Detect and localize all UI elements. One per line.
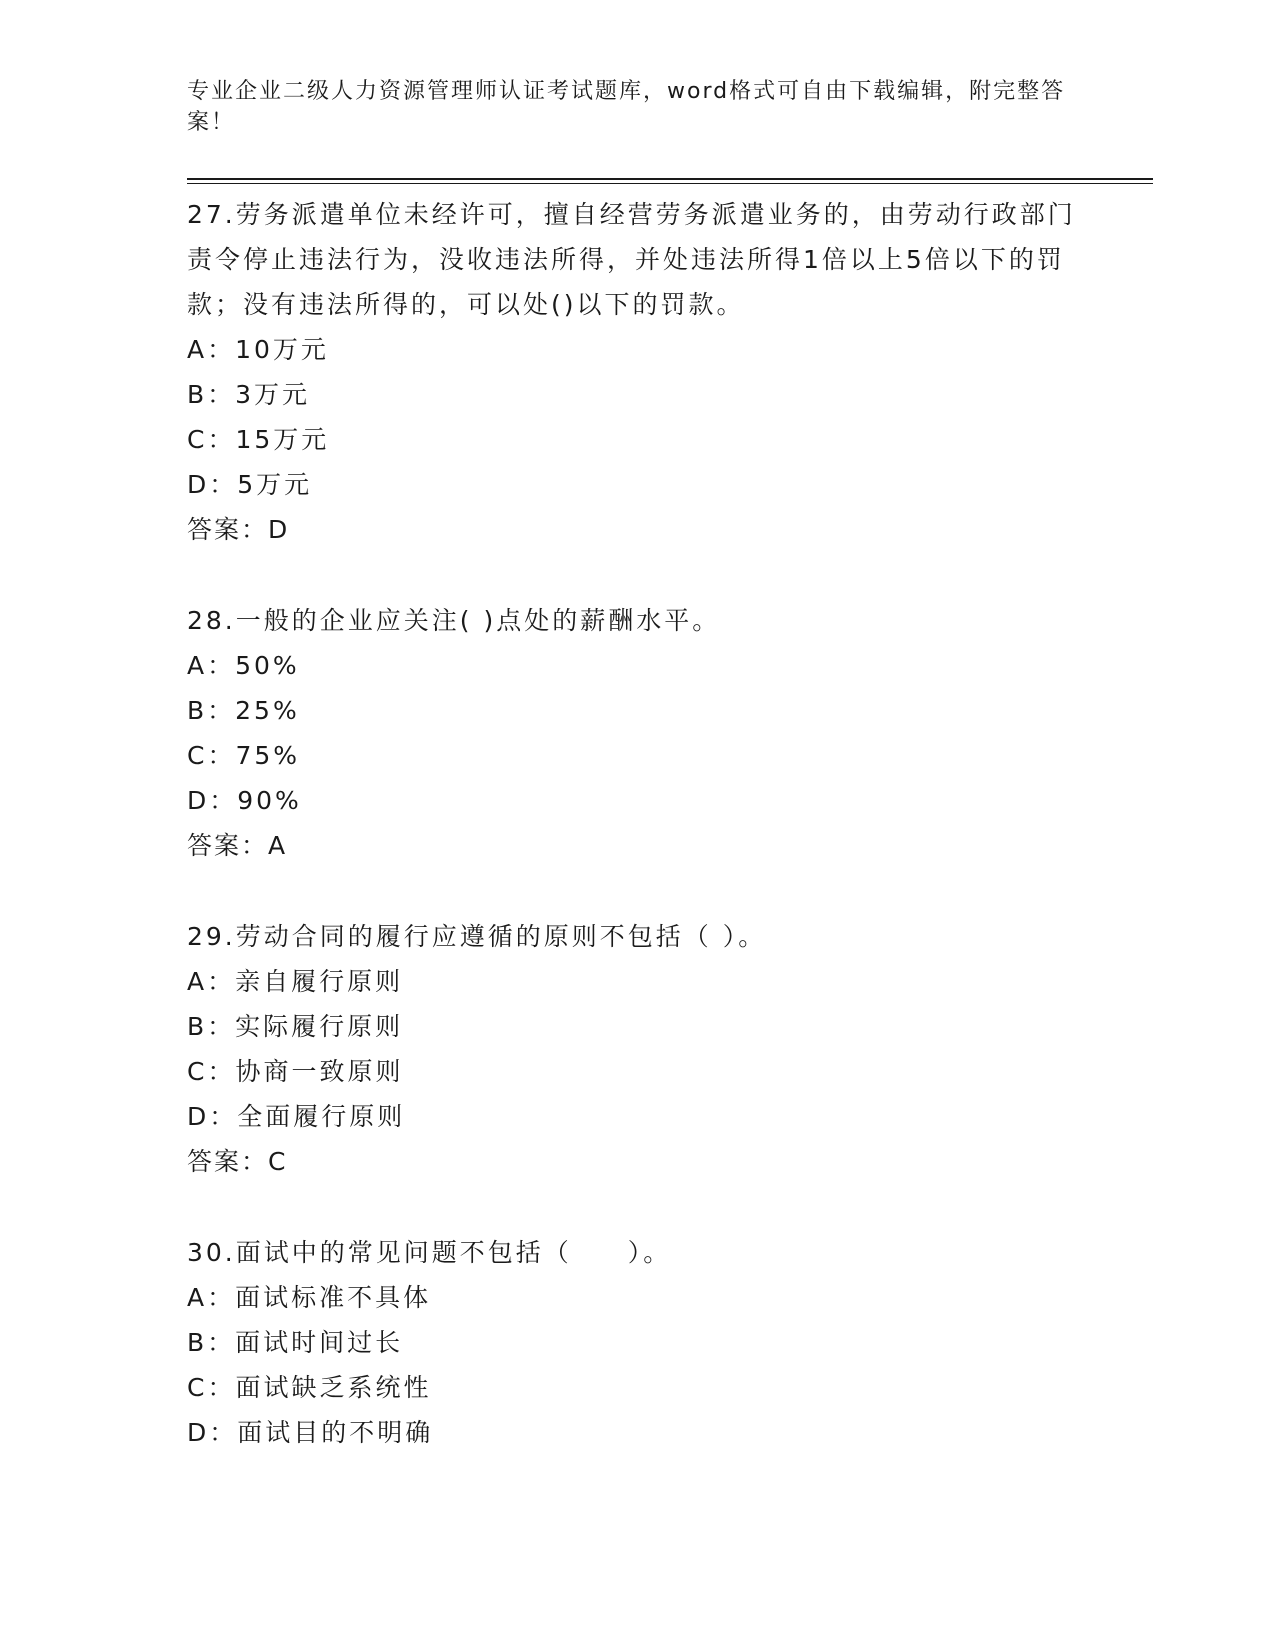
option-b: B：25%: [187, 696, 300, 725]
answer: 答案：C: [187, 1147, 288, 1176]
header-rule-thin: [187, 183, 1153, 184]
question-list: [187, 192, 1087, 1455]
question-stem: 29.劳动合同的履行应遵循的原则不包括（ ）。: [187, 922, 767, 951]
option-a: A：亲自履行原则: [187, 967, 404, 996]
question-28: [187, 598, 1087, 868]
question-spacer: [187, 868, 1087, 914]
question-29: [187, 914, 1087, 1184]
header-rule-thick: [187, 178, 1153, 180]
option-a: A：10万元: [187, 335, 329, 364]
option-c: C：75%: [187, 741, 301, 770]
option-b: B：3万元: [187, 380, 311, 409]
document-header: 专业企业二级人力资源管理师认证考试题库，word格式可自由下载编辑，附完整答案！: [187, 79, 1066, 135]
option-c: C：面试缺乏系统性: [187, 1373, 432, 1402]
option-d: D：全面履行原则: [187, 1102, 406, 1131]
option-a: A：面试标准不具体: [187, 1283, 432, 1312]
option-c: C：协商一致原则: [187, 1057, 404, 1086]
option-d: D：面试目的不明确: [187, 1418, 434, 1447]
question-stem: 28.一般的企业应关注( )点处的薪酬水平。: [187, 606, 721, 635]
option-d: D：90%: [187, 786, 302, 815]
question-27: [187, 192, 1087, 552]
question-stem: 30.面试中的常见问题不包括（ ）。: [187, 1238, 672, 1267]
question-stem: 27.劳务派遣单位未经许可，擅自经营劳务派遣业务的，由劳动行政部门责令停止违法行为，没收违法所得，并处违法所得1倍以上5倍以下的罚款；没有违法所得的，可以处()以下的罚款。: [187, 200, 1076, 319]
option-b: B：面试时间过长: [187, 1328, 404, 1357]
question-spacer: [187, 1184, 1087, 1230]
option-a: A：50%: [187, 651, 300, 680]
option-d: D：5万元: [187, 470, 313, 499]
option-c: C：15万元: [187, 425, 330, 454]
question-spacer: [187, 552, 1087, 598]
option-b: B：实际履行原则: [187, 1012, 404, 1041]
answer: 答案：D: [187, 515, 290, 544]
answer: 答案：A: [187, 831, 288, 860]
question-30: [187, 1230, 1087, 1455]
